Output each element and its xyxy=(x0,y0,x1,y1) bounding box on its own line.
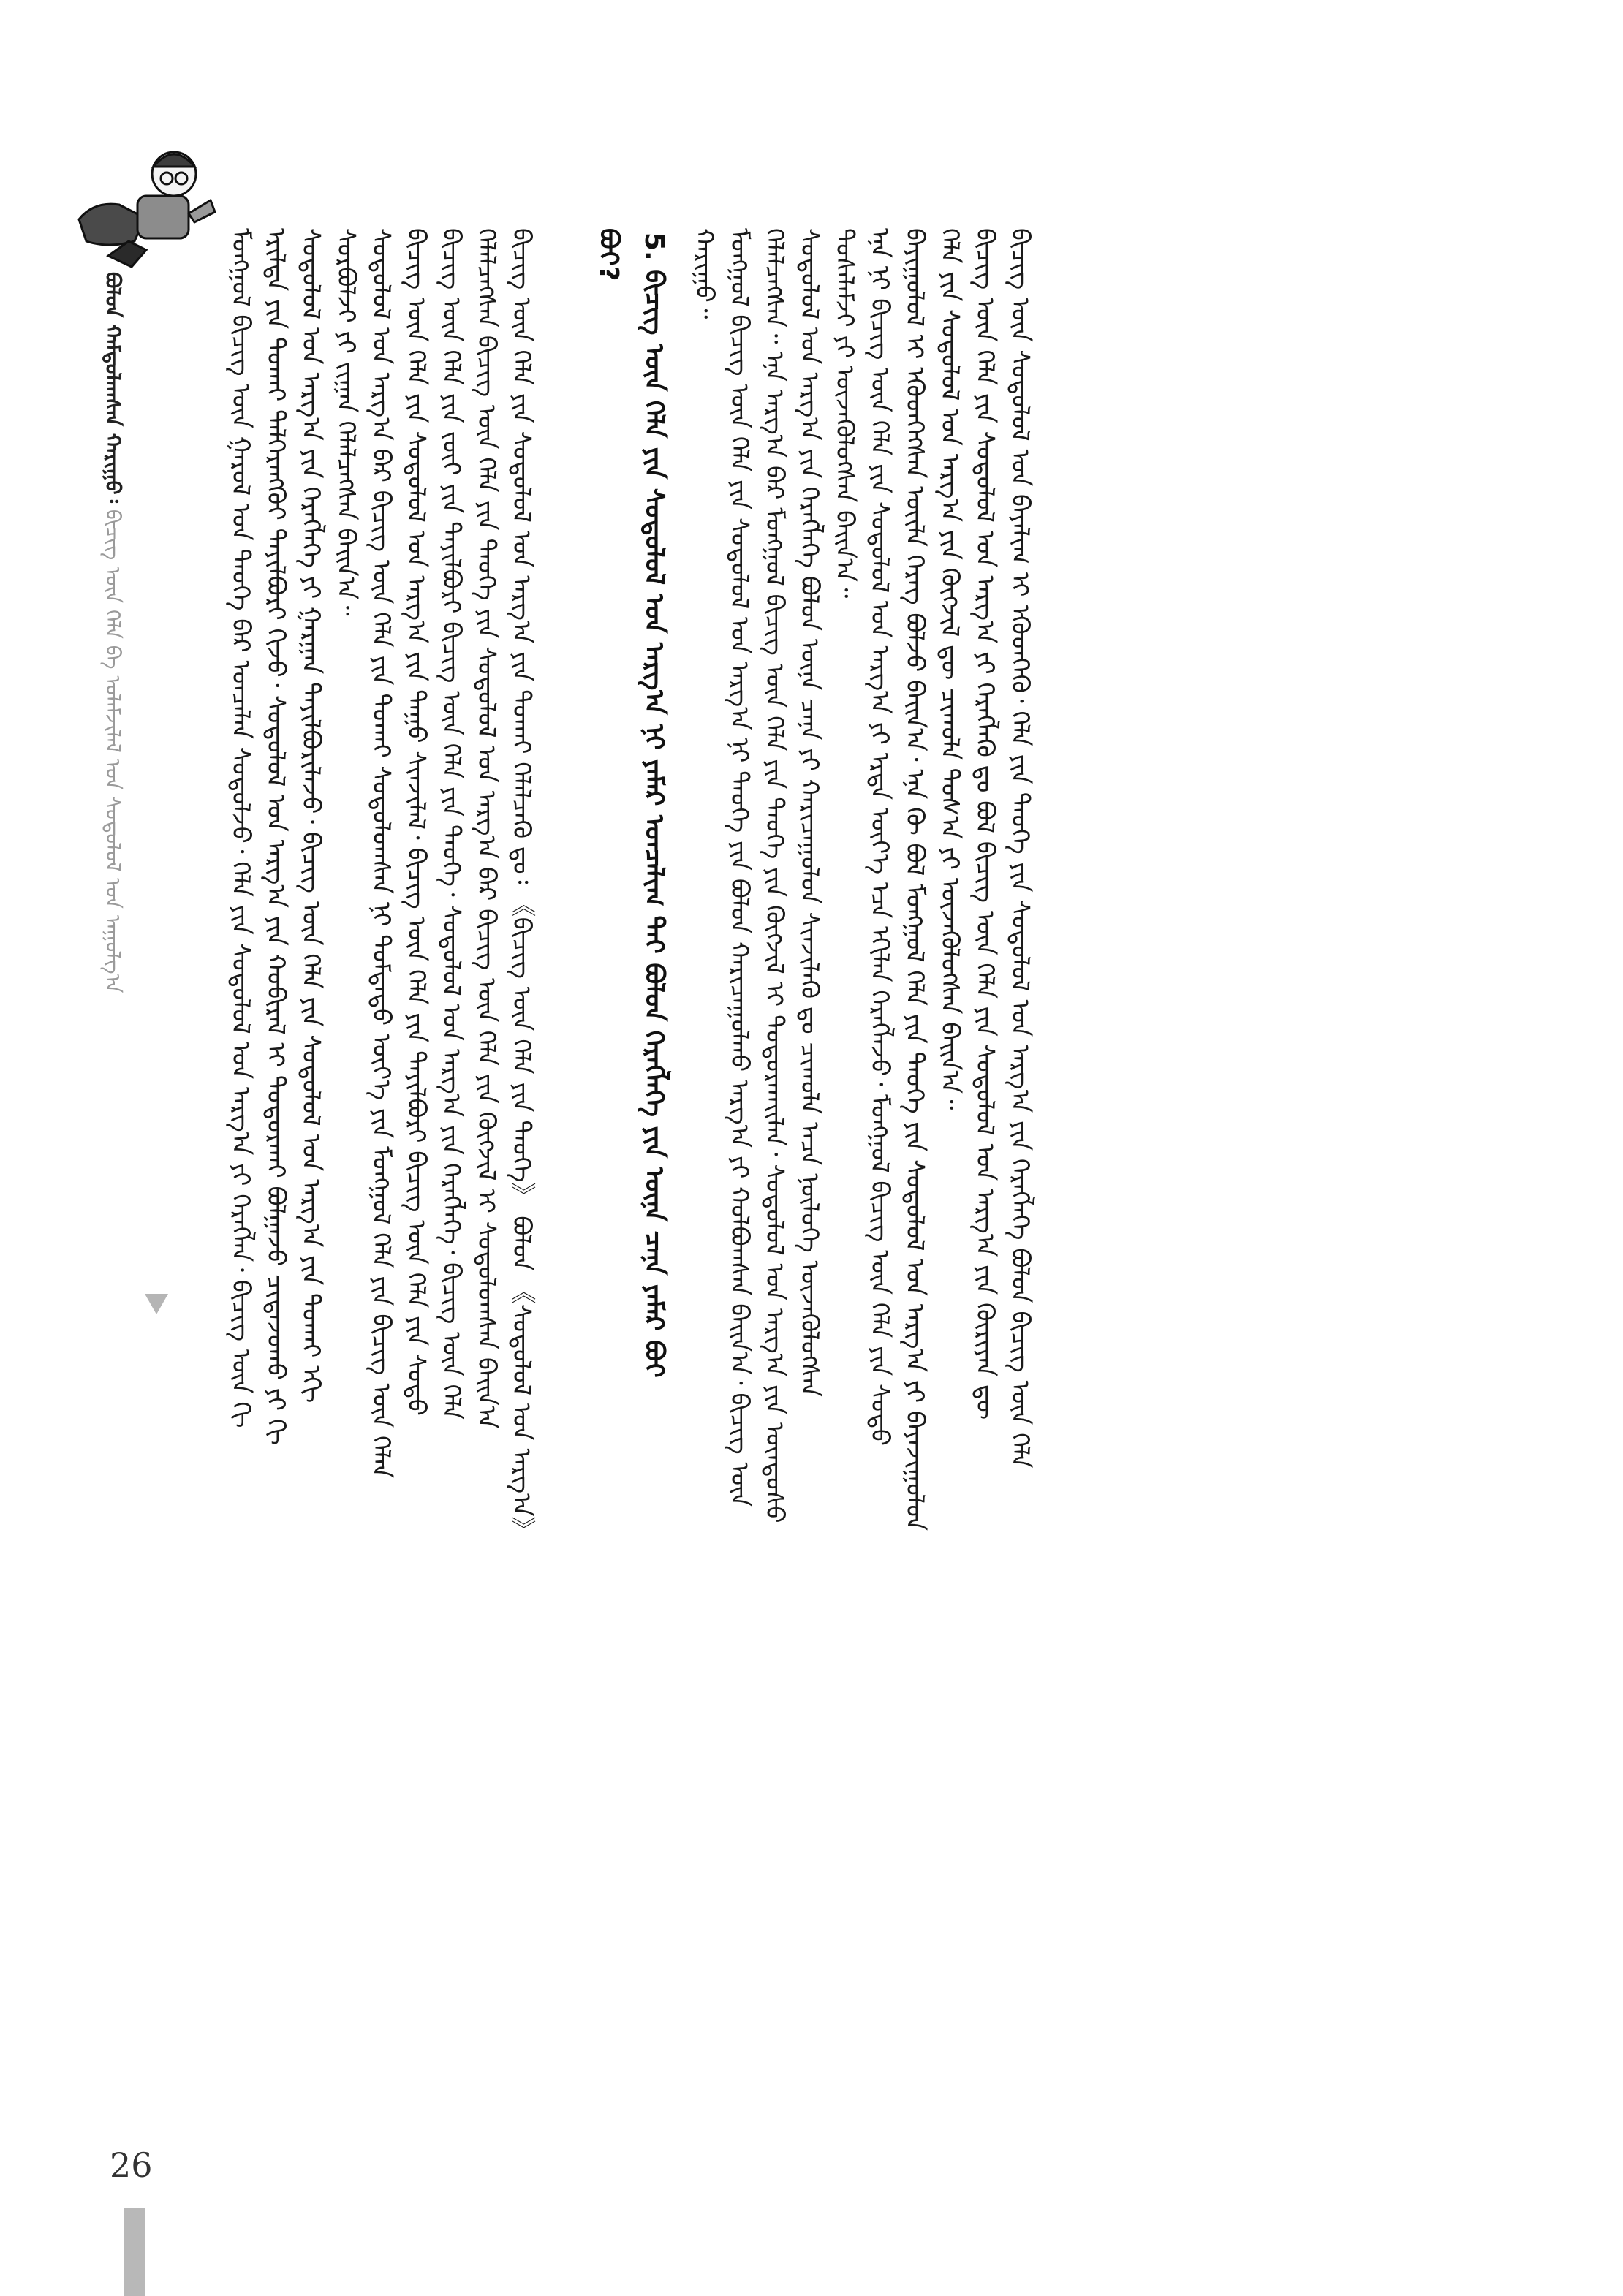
header-title-bold: ᠪᠣᠯᠣᠨ ᠬᠠᠮᠳᠤᠯᠠᠭᠰᠠᠨ ᠬᠠᠷᠢᠭᠤ᠄ xyxy=(101,272,125,503)
answer-column-7: ᠪᠠᠶᠢᠭᠤᠯᠤᠯ ᠢ ᠡᠭᠦᠳᠬᠡᠭᠰᠡᠨ ᠦᠢᠯᠡ ᠬᠡᠷᠡᠭ ᠪᠣᠯᠵᠤ ᠪᠠᠢᠨ᠎ᠠ᠂ ᠡᠨᠡ ᠬᠦ ᠪᠣᠯ ᠮᠣᠩᠭᠣᠯ ᠬᠡᠯᠡ ᠶᠢᠨ ᠲᠡᠦᠬᠡ ᠶᠢᠨ ᠰᠤᠳᠤᠯᠤᠯ ᠤᠨ ᠠᠷᠭ᠎ᠠ ᠶᠢ ᠪᠠᠶᠠᠵᠢᠭᠤᠯᠤᠨ xyxy=(900,228,929,1531)
text-column-7: ᠪᠢᠴᠢᠭ ᠦᠨ ᠬᠡᠯᠡ ᠶᠢᠨ ᠵᠦᠢ ᠶᠢᠨ ᠲᠠᠶᠢᠯᠪᠤᠷᠢ ᠪᠢᠴᠢᠭ ᠦᠨ ᠬᠡᠯᠡ ᠶᠢᠨ ᠲᠡᠦᠬᠡ᠂ ᠰᠤᠳᠤᠯᠤᠯ ᠤᠨ ᠠᠷᠭ᠎ᠠ ᠶᠢᠨ ᠬᠡᠷᠡᠭᠯᠡᠭᠡ᠂ ᠪᠢᠴᠢᠭ ᠦᠨ ᠬᠡᠯᠡ xyxy=(436,228,466,1420)
page-number: 26 xyxy=(110,2145,153,2185)
text-column-4: ᠰᠤᠷᠪᠤᠯᠵᠢ ᠶᠢ ᠵᠢᠭᠠᠨ ᠬᠡᠯᠡᠯᠴᠡᠭᠰᠡᠨ ᠪᠠᠢᠨ᠎ᠠ᠃ xyxy=(331,228,360,616)
question-number: 5. xyxy=(639,232,669,261)
text-column-3: ᠰᠤᠳᠤᠯᠤᠯ ᠤᠨ ᠠᠷᠭ᠎ᠠ ᠶᠢᠨ ᠬᠡᠷᠡᠭᠯᠡᠭᠡ ᠶᠢ ᠭᠠᠷᠭᠠᠨ ᠲᠠᠶᠢᠯᠪᠤᠷᠢᠯᠠᠵᠤ᠂ ᠪᠢᠴᠢᠭ ᠦᠨ ᠬᠡᠯᠡ ᠶᠢᠨ ᠰᠤᠳᠤᠯᠤᠯ ᠤᠨ ᠠᠷᠭ᠎ᠠ ᠶᠢᠨ ᠲᠤᠬᠠᠢ ᠡᠬᠢ xyxy=(296,228,325,1403)
question-text: ᠪᠢᠴᠢᠭ ᠦᠨ ᠬᠡᠯᠡ ᠶᠢᠨ ᠰᠤᠳᠤᠯᠤᠯ ᠤᠨ ᠠᠷᠭ᠎ᠠ ᠨᠢ ᠶᠠᠮᠠᠷ ᠣᠨᠴᠠᠯᠢᠭ ᠲᠠᠢ ᠪᠣᠯᠤᠨ ᠬᠡᠷᠡᠭᠯᠡᠭᠡ ᠶᠢᠨ ᠦᠨᠡ ᠴᠡᠨᠡ ᠶᠠᠮᠠᠷ ᠪᠤᠢ xyxy=(639,270,669,1378)
text-column-6: ᠪᠢᠴᠢᠭ ᠦᠨ ᠬᠡᠯᠡ ᠶᠢᠨ ᠰᠤᠳᠤᠯᠤᠯ ᠤᠨ ᠠᠷᠭ᠎ᠠ ᠶᠢᠨ ᠳᠠᠭᠤ ᠰᠢᠨᠵᠢᠯᠡᠯ᠂ ᠪᠢᠴᠢᠭ ᠦᠨ ᠬᠡᠯᠡ ᠶᠢᠨ ᠲᠠᠶᠢᠯᠪᠤᠷᠢ ᠪᠢᠴᠢᠭ ᠦᠨ ᠬᠡᠯᠡ ᠶᠢᠨ ᠰᠤᠳᠤ xyxy=(401,228,431,1416)
answer-column-9: ᠪᠢᠴᠢᠭ ᠦᠨ ᠬᠡᠯᠡ ᠶᠢᠨ ᠰᠤᠳᠤᠯᠤᠯ ᠤᠨ ᠠᠷᠭ᠎ᠠ ᠶᠢ ᠬᠡᠷᠡᠭᠯᠡᠬᠦ ᠳᠤ ᠪᠣᠯ ᠪᠢᠴᠢᠭ ᠦᠨ ᠬᠡᠯᠡ ᠶᠢᠨ ᠰᠤᠳᠤᠯᠤᠯ ᠤᠨ ᠠᠷᠭ᠎ᠠ ᠶᠢᠨ ᠬᠦᠷᠢᠶᠡᠨ ᠳᠦ xyxy=(970,228,999,1420)
page-edge-tab xyxy=(124,2208,145,2296)
text-column-9: ᠪᠢᠴᠢᠭ ᠦᠨ ᠬᠡᠯᠡ ᠶᠢᠨ ᠰᠤᠳᠤᠯᠤᠯ ᠤᠨ ᠠᠷᠭ᠎ᠠ ᠶᠢᠨ ᠲᠤᠬᠠᠢ ᠬᠡᠯᠡᠯᠴᠡᠬᠦ ᠳᠤ᠄ 《ᠪᠢᠴᠢᠭ ᠦᠨ ᠬᠡᠯᠡ ᠶᠢᠨ ᠲᠡᠦᠬᠡ》 ᠪᠣᠯᠤᠨ 《ᠰᠤᠳᠤᠯᠤᠯ ᠤᠨ ᠠᠷᠭ᠎ᠠ》 xyxy=(507,228,536,1542)
running-header xyxy=(102,272,123,993)
answer-column-10: ᠪᠢᠴᠢᠭ ᠦᠨ ᠰᠤᠳᠤᠯᠤᠯ ᠤᠨ ᠪᠠᠶᠠᠯᠢᠭ ᠢ ᠡᠭᠦᠳᠬᠡᠬᠦ᠂ ᠬᠡᠯᠡ ᠶᠢᠨ ᠲᠡᠦᠬᠡ ᠶᠢᠨ ᠰᠤᠳᠤᠯᠤᠯ ᠤᠨ ᠠᠷᠭ᠎ᠠ ᠶᠢᠨ ᠬᠡᠷᠡᠭᠯᠡᠭᠡ ᠪᠣᠯᠤᠨ ᠪᠢᠴᠢᠭ ᠦᠨ ᠬᠡᠯᠡ xyxy=(1005,228,1034,1469)
answer-column-3: ᠬᠡᠯᠡᠯᠴᠡᠭᠰᠡᠨ᠃ ᠡᠨᠡ ᠠᠷᠭ᠎ᠠ ᠪᠡᠷ ᠮᠣᠩᠭᠣᠯ ᠪᠢᠴᠢᠭ ᠦᠨ ᠬᠡᠯᠡ ᠶᠢᠨ ᠲᠡᠦᠬᠡ ᠶᠢᠨ ᠬᠦᠭᠵᠢᠯ ᠢ ᠲᠣᠳᠤᠷᠬᠠᠢᠯᠠᠨ᠂ ᠰᠤᠳᠤᠯᠤᠯ ᠤᠨ ᠠᠷᠭ᠎ᠠ ᠶᠢᠨ ᠦᠨᠳᠦᠰᠦ xyxy=(760,228,789,1523)
question-ending: ᠪᠤᠢ? xyxy=(594,228,624,281)
answer-column-4: ᠰᠤᠳᠤᠯᠤᠯ ᠤᠨ ᠠᠷᠭ᠎ᠠ ᠶᠢᠨ ᠬᠡᠷᠡᠭᠯᠡᠭᠡ ᠪᠣᠯᠤᠨ ᠦᠨᠡ ᠴᠡᠨᠡ ᠶᠢ ᠬᠠᠷᠢᠴᠠᠭᠤᠯᠤᠨ ᠰᠢᠨᠵᠢᠯᠡᠬᠦ ᠳᠤ ᠴᠢᠬᠤᠯᠠ ᠠᠴᠠ ᠨᠦᠯᠦᠭᠡ ᠦᠵᠡᠭᠦᠯᠦᠭᠰᠡᠨ xyxy=(795,228,824,1398)
flying-boy-mascot-icon xyxy=(64,132,225,270)
answer-column-1: ᠬᠠᠷᠢᠭᠤ᠃ xyxy=(689,228,719,319)
answer-column-5: ᠲᠤᠰᠠᠯᠠᠮᠵᠢ ᠶᠢ ᠦᠵᠡᠭᠦᠯᠦᠭᠰᠡᠨ ᠪᠠᠢᠨ᠎ᠠ᠃ xyxy=(830,228,859,599)
text-column-5: ᠰᠤᠳᠤᠯᠤᠯ ᠤᠨ ᠠᠷᠭ᠎ᠠ ᠪᠡᠷ ᠪᠢᠴᠢᠭ ᠦᠨ ᠬᠡᠯᠡ ᠶᠢᠨ ᠲᠤᠬᠠᠢ ᠰᠤᠳᠤᠯᠤᠭᠰᠠᠨ ᠨᠢ ᠳᠤᠮᠳᠠᠳᠤ ᠦᠶ᠎ᠡ ᠶᠢᠨ ᠮᠣᠩᠭᠣᠯ ᠬᠡᠯᠡ ᠶᠢᠨ ᠪᠢᠴᠢᠭ ᠦᠨ ᠬᠡᠯᠡᠨ xyxy=(366,228,396,1479)
text-column-8: ᠬᠡᠯᠡᠯᠴᠡᠭᠰᠡᠨ ᠪᠢᠴᠢᠭ ᠦᠨ ᠬᠡᠯᠡ ᠶᠢᠨ ᠲᠡᠦᠬᠡ ᠶᠢᠨ ᠰᠤᠳᠤᠯᠤᠯ ᠤᠨ ᠠᠷᠭ᠎ᠠ ᠪᠡᠷ ᠪᠢᠴᠢᠭ ᠦᠨ ᠬᠡᠯᠡ ᠶᠢᠨ ᠬᠦᠭᠵᠢᠯ ᠢ ᠰᠤᠳᠤᠯᠤᠭᠰᠠᠨ ᠪᠠᠢᠨ᠎ᠠ xyxy=(472,228,501,1429)
answer-column-6: ᠡᠨᠡ ᠨᠢ ᠪᠢᠴᠢᠭ ᠦᠨ ᠬᠡᠯᠡ ᠶᠢᠨ ᠰᠤᠳᠤᠯᠤᠯ ᠤᠨ ᠠᠷᠭ᠎ᠠ ᠶᠢ ᠡᠷᠲᠡ ᠦᠶ᠎ᠡ ᠡᠴᠡ ᠡᠬᠢᠯᠡᠨ ᠬᠡᠷᠡᠭᠯᠡᠵᠦ᠂ ᠮᠣᠩᠭᠣᠯ ᠪᠢᠴᠢᠭ ᠦᠨ ᠬᠡᠯᠡ ᠶᠢᠨ ᠰᠤᠳᠤ xyxy=(865,228,894,1447)
question-5 xyxy=(640,232,667,1378)
text-column-1: ᠮᠣᠩᠭᠣᠯ ᠪᠢᠴᠢᠭ ᠦᠨ ᠭᠠᠷᠤᠯ ᠤᠨ ᠲᠡᠦᠬᠡ ᠪᠡᠷ ᠣᠨᠴᠠᠯᠠᠨ ᠰᠤᠳᠤᠯᠵᠤ᠂ ᠬᠡᠯᠡ ᠶᠢᠨ ᠰᠤᠳᠤᠯᠤᠯ ᠤᠨ ᠠᠷᠭ᠎ᠠ ᠶᠢ ᠬᠡᠷᠡᠭᠯᠡᠨ᠂ ᠪᠢᠴᠢᠭ ᠦᠨ ᠬᠢ xyxy=(226,228,255,1428)
text-column-2: ᠡᠷᠢᠯᠲᠡ ᠶᠢᠨ ᠲᠤᠬᠠᠢ ᠳᠡᠯᠭᠡᠷᠡᠩᠭᠦᠢ ᠲᠠᠶᠢᠯᠪᠤᠷᠢ ᠬᠢᠵᠦ᠂ ᠰᠤᠳᠤᠯᠤᠯ ᠤᠨ ᠠᠷᠭ᠎ᠠ ᠶᠢᠨ ᠬᠤᠪᠢᠷᠠᠯ ᠢ ᠲᠣᠳᠤᠷᠬᠠᠢ ᠪᠣᠯᠭᠠᠵᠤ ᠴᠢᠳᠠᠵᠤᠬᠤ ᠶᠢ ᠬᠢ xyxy=(261,228,290,1445)
answer-column-2: ᠮᠣᠩᠭᠣᠯ ᠪᠢᠴᠢᠭ ᠦᠨ ᠬᠡᠯᠡ ᠶᠢᠨ ᠰᠤᠳᠤᠯᠤᠯ ᠤᠨ ᠠᠷᠭ᠎ᠠ ᠨᠢ ᠲᠡᠦᠬᠡ ᠶᠢᠨ ᠪᠣᠯᠤᠨ ᠬᠠᠷᠢᠴᠠᠭᠤᠯᠬᠤ ᠠᠷᠭ᠎ᠠ ᠶᠢ ᠬᠣᠯᠪᠤᠭᠰᠠᠨ ᠪᠠᠢᠨ᠎ᠠ᠂ ᠪᠢᠴᠢᠭ ᠦᠨ xyxy=(725,228,754,1507)
header-title-light: ᠪᠢᠴᠢᠭ ᠦᠨ ᠬᠡᠯᠡ ᠪᠠ ᠤᠯᠠᠮᠵᠢᠯᠠᠯ ᠤᠨ ᠰᠤᠳᠤᠯᠤᠯ ᠤᠨ ᠠᠭᠤᠯᠭ᠎ᠠ xyxy=(101,509,125,993)
header-triangle-icon xyxy=(145,1294,168,1314)
answer-column-8: ᠬᠡᠯᠡ ᠶᠢᠨ ᠰᠤᠳᠤᠯᠤᠯ ᠤᠨ ᠠᠷᠭ᠎ᠠ ᠶᠢᠨ ᠬᠥᠭᠵᠢᠯ ᠳᠦ ᠴᠢᠬᠤᠯᠠ ᠲᠤᠰ᠎ᠠ ᠶᠢ ᠦᠵᠡᠭᠦᠯᠦᠭᠰᠡᠨ ᠪᠠᠢᠨ᠎ᠠ᠃ xyxy=(935,228,964,1110)
